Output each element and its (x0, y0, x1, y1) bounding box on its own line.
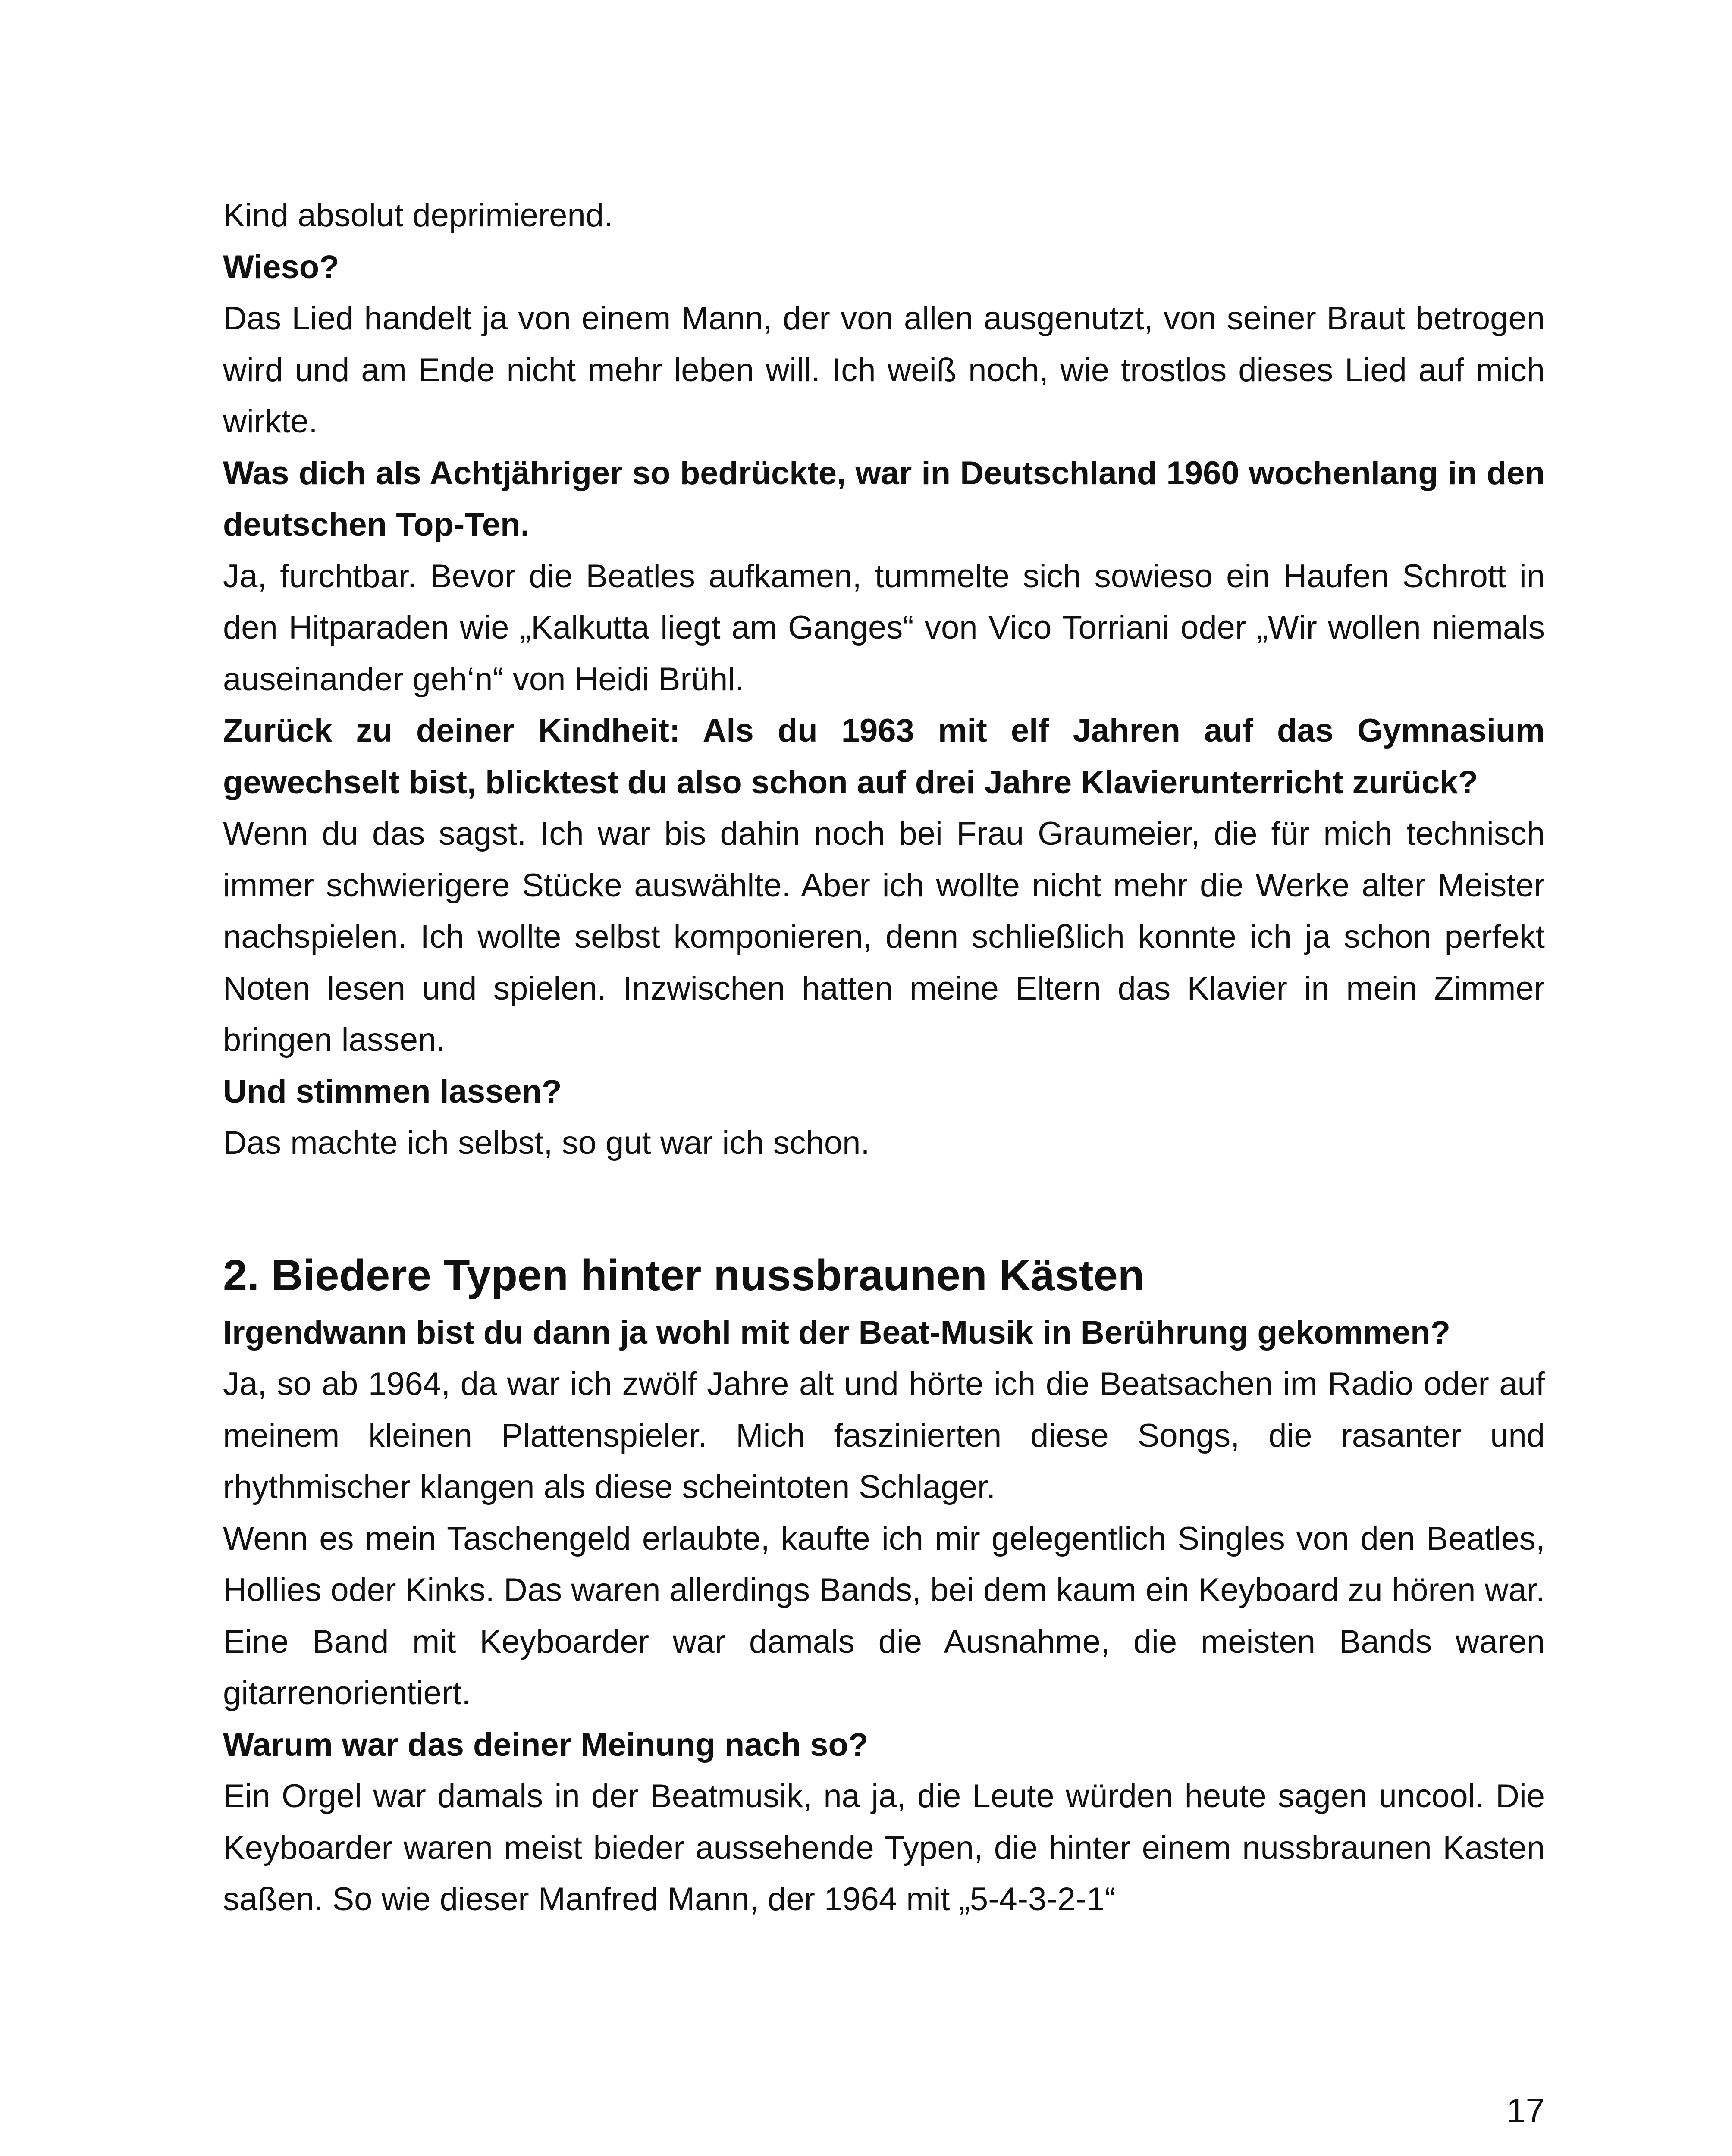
answer-paragraph: Ja, so ab 1964, da war ich zwölf Jahre alt und hörte ich die Beatsachen im Radio oder auf meinem kleinen Plattenspieler. Mich faszinierten diese Songs, die rasanter und rhythmischer klangen als diese scheintoten Schlager. (223, 1366, 1545, 1505)
question-paragraph: Irgendwann bist du dann ja wohl mit der Beat-Musik in Berührung gekommen? (223, 1314, 1450, 1351)
answer-paragraph: Das Lied handelt ja von einem Mann, der von allen ausgenutzt, von seiner Braut betrogen wird und am Ende nicht mehr leben will. Ich weiß noch, wie trostlos dieses Lied auf mich wirkte. (223, 300, 1545, 440)
answer-paragraph: Ein Orgel war damals in der Beatmusik, na ja, die Leute würden heute sagen uncool. Die Keyboarder waren meist bieder aussehende Typen, die hinter einem nussbraunen Kasten saßen. So wie dieser Manfred Mann, der 1964 mit „5-4-3-2-1“ (223, 1778, 1545, 1918)
page-number: 17 (1506, 2091, 1545, 2130)
question-paragraph: Und stimmen lassen? (223, 1073, 562, 1110)
question-paragraph: Warum war das deiner Meinung nach so? (223, 1726, 869, 1763)
answer-paragraph: Ja, furchtbar. Bevor die Beatles aufkamen, tummelte sich sowieso ein Haufen Schrott in den Hitparaden wie „Kalkutta liegt am Ganges“ von Vico Torriani oder „Wir wollen niemals auseinander geh‘n“ von Heidi Brühl. (223, 558, 1545, 698)
answer-paragraph: Das machte ich selbst, so gut war ich schon. (223, 1125, 870, 1161)
section-spacer (223, 1169, 1545, 1247)
answer-paragraph: Kind absolut deprimierend. (223, 197, 613, 234)
question-paragraph: Zurück zu deiner Kindheit: Als du 1963 mit elf Jahren auf das Gymnasium gewechselt bist, blicktest du also schon auf drei Jahre Klavierunterricht zurück? (223, 712, 1545, 801)
question-paragraph: Wieso? (223, 248, 339, 285)
page-body (223, 190, 1545, 1925)
section-heading: 2. Biedere Typen hinter nussbraunen Kästen (223, 1251, 1145, 1300)
answer-paragraph: Wenn du das sagst. Ich war bis dahin noch bei Frau Graumeier, die für mich technisch immer schwierigere Stücke auswählte. Aber ich wollte nicht mehr die Werke alter Meister nachspielen. Ich wollte selbst komponieren, denn schließlich konnte ich ja schon perfekt Noten lesen und spielen. Inzwischen hatten meine Eltern das Klavier in mein Zimmer bringen lassen. (223, 815, 1545, 1058)
answer-paragraph: Wenn es mein Taschengeld erlaubte, kaufte ich mir gelegentlich Singles von den Beatles, Hollies oder Kinks. Das waren allerdings Bands, bei dem kaum ein Keyboard zu hören war. Eine Band mit Keyboarder war damals die Ausnahme, die meisten Bands waren gitarrenorientiert. (223, 1520, 1545, 1711)
question-paragraph: Was dich als Achtjähriger so bedrückte, war in Deutschland 1960 wochenlang in den deutschen Top-Ten. (223, 454, 1545, 543)
